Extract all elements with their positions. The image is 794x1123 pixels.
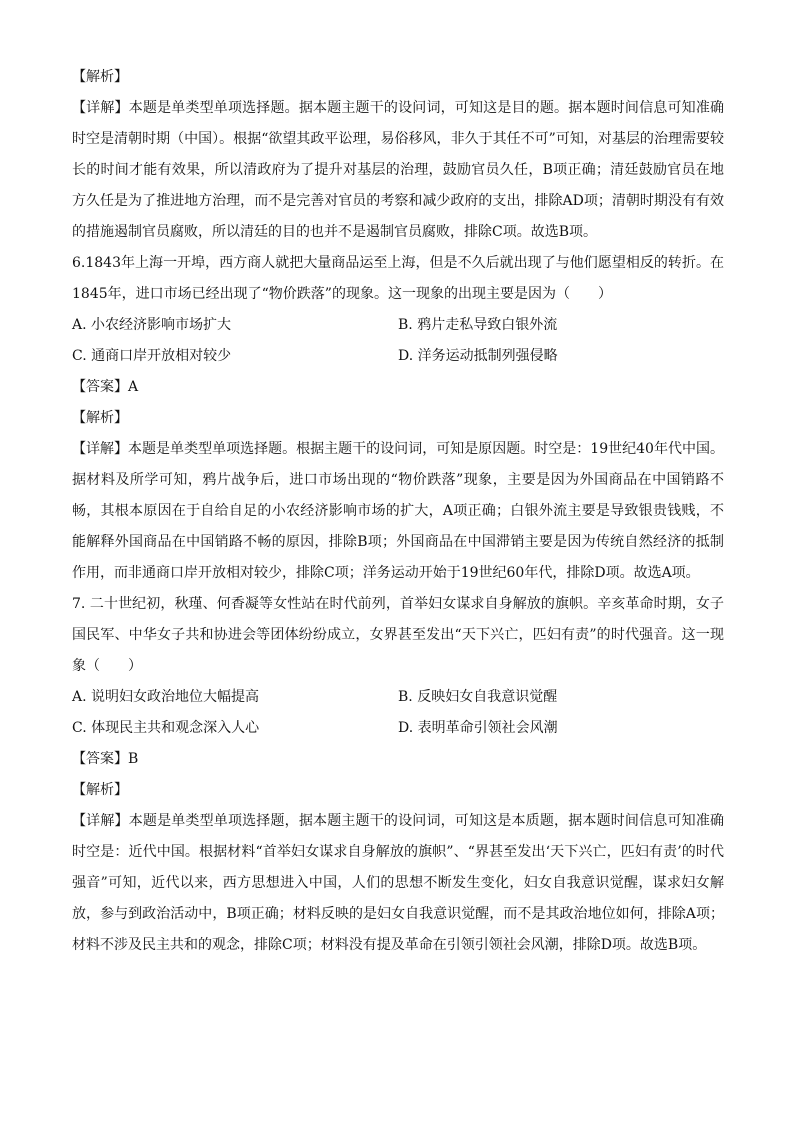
question-7-option-a: A. 说明妇女政治地位大幅提高 [72,689,260,705]
document-page [72,62,724,961]
question-7-option-d: D. 表明革命引领社会风潮 [398,720,558,736]
detail-paragraph-q5: 【详解】本题是单类型单项选择题。据本题主题干的设问词，可知这是目的题。据本题时间信息可知准确时空是清朝时期（中国）。根据“欲望其政平讼理，易俗移风，非久于其任不可”可知，对基层的治理需要较长的时间才能有效果，所以清政府为了提升对基层的治理，鼓励官员久任，B项正确；清廷鼓励官员在地方久任是为了推进地方治理，而不是完善对官员的考察和减少政府的支出，排除AD项；清朝时期没有有效的措施遏制官员腐败，所以清廷的目的也并不是遏制官员腐败，排除C项。故选B项。 [72,100,724,240]
question-7-detail: 【详解】本题是单类型单项选择题，据本题主题干的设问词，可知这是本质题，据本题时间信息可知准确时空是：近代中国。根据材料“首举妇女谋求自身解放的旗帜”、“界甚至发出‘天下兴亡，匹妇有责’的时代强音”可知，近代以来，西方思想进入中国，人们的思想不断发生变化，妇女自我意识觉醒，谋求妇女解放，参与到政治活动中，B项正确；材料反映的是妇女自我意识觉醒，而不是其政治地位如何，排除A项；材料不涉及民主共和的观念，排除C项；材料没有提及革命在引领引领社会风潮，排除D项。故选B项。 [72,813,724,953]
question-7-options-row-1 [72,682,724,713]
analysis-label: 【解析】 [72,69,128,85]
question-7-analysis-label: 【解析】 [72,782,128,798]
question-6-option-d: D. 洋务运动抵制列强侵略 [398,348,558,364]
question-7-option-c: C. 体现民主共和观念深入人心 [72,720,260,736]
question-6-option-a: A. 小农经济影响市场扩大 [72,317,232,333]
question-6-analysis-label: 【解析】 [72,410,128,426]
question-6-option-c: C. 通商口岸开放相对较少 [72,348,232,364]
question-6-answer: 【答案】A [72,379,139,395]
question-6-detail: 【详解】本题是单类型单项选择题。根据主题干的设问词，可知是原因题。时空是：19世纪40年代中国。据材料及所学可知，鸦片战争后，进口市场出现的“物价跌落”现象，主要是因为外国商品在中国销路不畅，其根本原因在于自给自足的小农经济影响市场的扩大，A项正确；白银外流主要是导致银贵钱贱，不能解释外国商品在中国销路不畅的原因，排除B项；外国商品在中国滞销主要是因为传统自然经济的抵制作用，而非通商口岸开放相对较少，排除C项；洋务运动开始于19世纪60年代，排除D项。故选A项。 [72,441,724,581]
question-7-option-b: B. 反映妇女自我意识觉醒 [398,689,558,705]
question-7-answer: 【答案】B [72,751,139,767]
question-6-stem: 6.1843年上海一开埠，西方商人就把大量商品运至上海，但是不久后就出现了与他们愿望相反的转折。在1845年，进口市场已经出现了“物价跌落”的现象。这一现象的出现主要是因为（ ） [72,255,724,302]
question-6-options-row-1 [72,310,724,341]
question-7-options-row-2 [72,713,724,744]
question-6-options-row-2 [72,341,724,372]
question-7-stem: 7. 二十世纪初，秋瑾、何香凝等女性站在时代前列，首举妇女谋求自身解放的旗帜。辛亥革命时期，女子国民军、中华女子共和协进会等团体纷纷成立，女界甚至发出“天下兴亡，匹妇有责”的时代强音。这一现象（ ） [72,596,724,674]
question-6-option-b: B. 鸦片走私导致白银外流 [398,317,558,333]
